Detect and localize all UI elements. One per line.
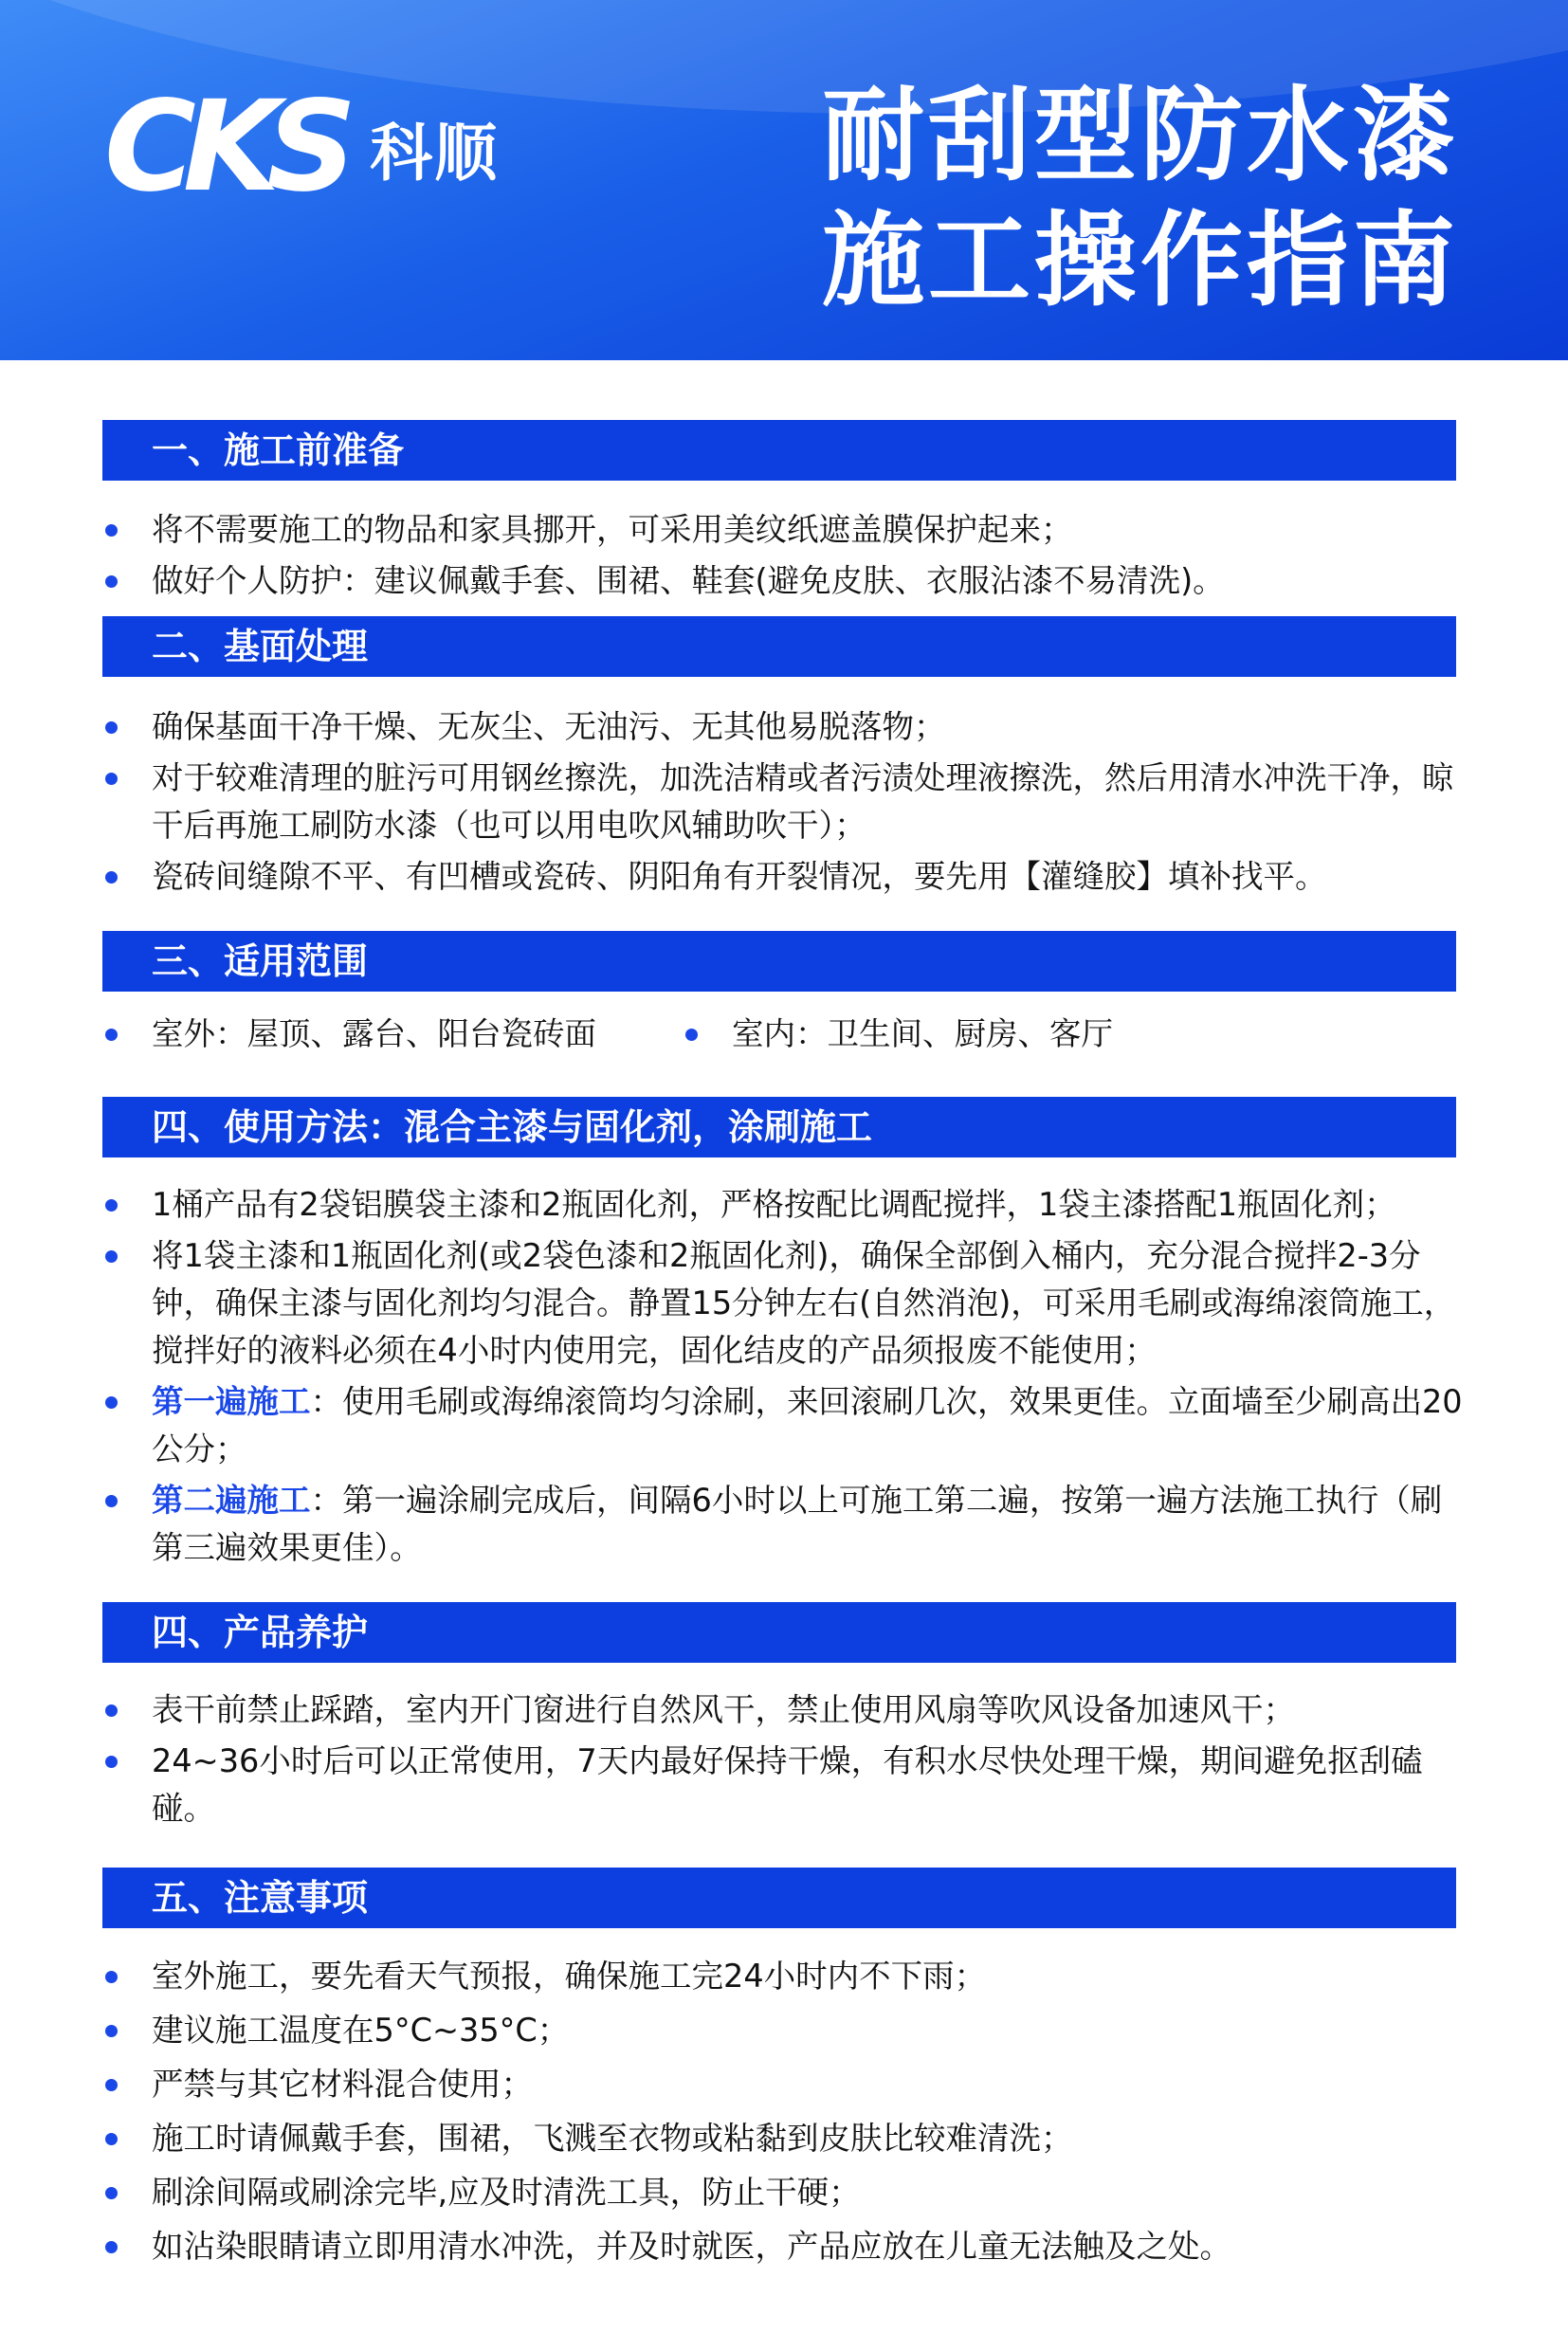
list-item: 室内：卫生间、厨房、客厅	[683, 1011, 1113, 1058]
list-item: 施工时请佩戴手套，围裙，飞溅至衣物或粘黏到皮肤比较难清洗；	[102, 2115, 1468, 2162]
logo-mark: CKS	[104, 74, 344, 220]
section-heading-notes: 五、注意事项	[102, 1868, 1456, 1928]
section-list-notes	[102, 1953, 1468, 2277]
section-heading-scope: 三、适用范围	[102, 931, 1456, 992]
section-heading-surface: 二、基面处理	[102, 616, 1456, 677]
list-item: 如沾染眼睛请立即用清水冲洗，并及时就医，产品应放在儿童无法触及之处。	[102, 2223, 1468, 2270]
list-item	[102, 1378, 1468, 1473]
section-heading-usage: 四、使用方法：混合主漆与固化剂，涂刷施工	[102, 1097, 1456, 1157]
list-item: 刷涂间隔或刷涂完毕,应及时清洗工具，防止干硬；	[102, 2169, 1468, 2216]
header-banner	[0, 0, 1568, 360]
section-list-preparation	[102, 506, 1468, 609]
section-list-maintenance	[102, 1686, 1468, 1836]
scope-row	[102, 1011, 1113, 1058]
section-heading-maintenance: 四、产品养护	[102, 1602, 1456, 1663]
list-item: 对于较难清理的脏污可用钢丝擦洗，加洗洁精或者污渍处理液擦洗，然后用清水冲洗干净，晾干后再施工刷防水漆（也可以用电吹风辅助吹干）；	[102, 755, 1468, 849]
list-item: 1桶产品有2袋铝膜袋主漆和2瓶固化剂，严格按配比调配搅拌，1袋主漆搭配1瓶固化剂；	[102, 1181, 1468, 1229]
list-item: 建议施工温度在5°C~35°C；	[102, 2007, 1468, 2054]
step-label: 第一遍施工	[152, 1383, 311, 1420]
list-item: 室外：屋顶、露台、阳台瓷砖面	[102, 1011, 683, 1058]
list-item: 严禁与其它材料混合使用；	[102, 2061, 1468, 2108]
list-item: 24~36小时后可以正常使用，7天内最好保持干燥，有积水尽快处理干燥，期间避免抠刮磕碰。	[102, 1738, 1468, 1832]
list-item: 表干前禁止踩踏，室内开门窗进行自然风干，禁止使用风扇等吹风设备加速风干；	[102, 1686, 1468, 1734]
list-item: 将1袋主漆和1瓶固化剂(或2袋色漆和2瓶固化剂)，确保全部倒入桶内，充分混合搅拌2-3分钟，确保主漆与固化剂均匀混合。静置15分钟左右(自然消泡)，可采用毛刷或海绵滚筒施工，搅拌好的液料必须在4小时内使用完，固化结皮的产品须报废不能使用；	[102, 1232, 1468, 1375]
brand-logo	[104, 74, 500, 220]
title-line-2: 施工操作指南	[821, 202, 1459, 320]
section-heading-preparation: 一、施工前准备	[102, 420, 1456, 481]
section-list-surface	[102, 703, 1468, 904]
list-item: 做好个人防护：建议佩戴手套、围裙、鞋套(避免皮肤、衣服沾漆不易清洗)。	[102, 557, 1468, 605]
title-line-1: 耐刮型防水漆	[821, 77, 1459, 195]
list-item: 确保基面干净干燥、无灰尘、无油污、无其他易脱落物；	[102, 703, 1468, 751]
logo-text: 科顺	[370, 116, 500, 190]
list-item: 室外施工，要先看天气预报，确保施工完24小时内不下雨；	[102, 1953, 1468, 2000]
list-item	[102, 1477, 1468, 1572]
step-text: ：使用毛刷或海绵滚筒均匀涂刷，来回滚刷几次，效果更佳。立面墙至少刷高出20公分；	[152, 1383, 1463, 1467]
page-title	[822, 74, 1459, 324]
section-list-usage	[102, 1181, 1468, 1576]
step-text: ：第一遍涂刷完成后，间隔6小时以上可施工第二遍，按第一遍方法施工执行（刷第三遍效果更佳）。	[152, 1482, 1443, 1566]
list-item: 将不需要施工的物品和家具挪开，可采用美纹纸遮盖膜保护起来；	[102, 506, 1468, 554]
list-item: 瓷砖间缝隙不平、有凹槽或瓷砖、阴阳角有开裂情况，要先用【灌缝胶】填补找平。	[102, 853, 1468, 901]
step-label: 第二遍施工	[152, 1482, 311, 1519]
